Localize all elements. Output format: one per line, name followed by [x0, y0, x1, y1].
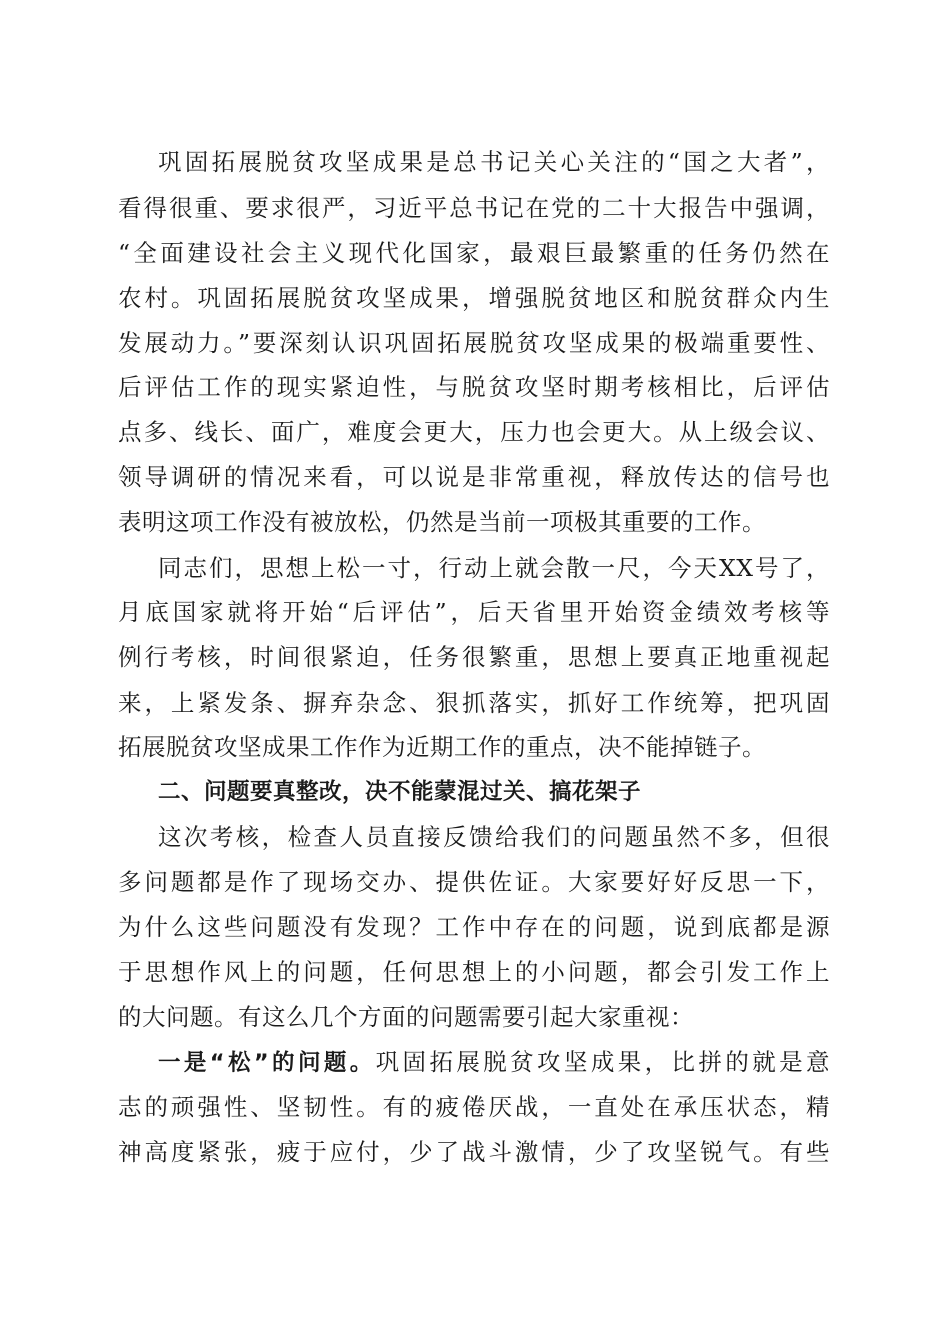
section-heading: 二、问题要真整改，决不能蒙混过关、搞花架子: [158, 779, 642, 805]
bold-lead-phrase: 一是“松”的问题。: [158, 1050, 376, 1076]
body-paragraph-line: 志的顽强性、坚韧性。有的疲倦厌战，一直处在承压状态，精: [118, 1093, 830, 1121]
body-paragraph-line: 为什么这些问题没有发现？工作中存在的问题，说到底都是源: [118, 913, 830, 941]
body-paragraph-line: 发展动力。”要深刻认识巩固拓展脱贫攻坚成果的极端重要性、: [118, 329, 830, 357]
body-paragraph-line: 表明这项工作没有被放松，仍然是当前一项极其重要的工作。: [118, 508, 766, 536]
body-paragraph-line: 来，上紧发条、摒弃杂念、狠抓落实，抓好工作统筹，把巩固: [118, 689, 830, 717]
body-paragraph-line: 拓展脱贫攻坚成果工作作为近期工作的重点，决不能掉链子。: [118, 733, 766, 761]
body-paragraph-line-with-bold-lead: [158, 1044, 830, 1080]
body-paragraph-line: 看得很重、要求很严，习近平总书记在党的二十大报告中强调，: [118, 194, 830, 222]
body-paragraph-line: 农村。巩固拓展脱贫攻坚成果，增强脱贫地区和脱贫群众内生: [118, 284, 830, 312]
body-paragraph-line: 神高度紧张，疲于应付，少了战斗激情，少了攻坚锐气。有些: [118, 1138, 830, 1166]
body-paragraph-line: 的大问题。有这么几个方面的问题需要引起大家重视：: [118, 1003, 694, 1031]
body-paragraph-line: “全面建设社会主义现代化国家，最艰巨最繁重的任务仍然在: [118, 239, 830, 267]
body-paragraph-line: 多问题都是作了现场交办、提供佐证。大家要好好反思一下，: [118, 868, 830, 896]
body-paragraph-line: 点多、线长、面广，难度会更大，压力也会更大。从上级会议、: [118, 418, 830, 446]
body-paragraph-line: 月底国家就将开始“后评估”，后天省里开始资金绩效考核等: [118, 598, 830, 626]
body-paragraph-line: 这次考核，检查人员直接反馈给我们的问题虽然不多，但很: [158, 823, 830, 851]
body-paragraph-line: 于思想作风上的问题，任何思想上的小问题，都会引发工作上: [118, 958, 830, 986]
body-paragraph-line: 领导调研的情况来看，可以说是非常重视，释放传达的信号也: [118, 463, 830, 491]
body-paragraph-line: 例行考核，时间很紧迫，任务很繁重，思想上要真正地重视起: [118, 643, 830, 671]
body-paragraph-line: 后评估工作的现实紧迫性，与脱贫攻坚时期考核相比，后评估: [118, 373, 830, 401]
body-paragraph-line: 同志们，思想上松一寸，行动上就会散一尺，今天XX号了，: [158, 554, 830, 582]
body-paragraph-line: 巩固拓展脱贫攻坚成果是总书记关心关注的“国之大者”，: [158, 148, 830, 176]
body-text: 巩固拓展脱贫攻坚成果，比拼的就是意: [375, 1048, 831, 1076]
